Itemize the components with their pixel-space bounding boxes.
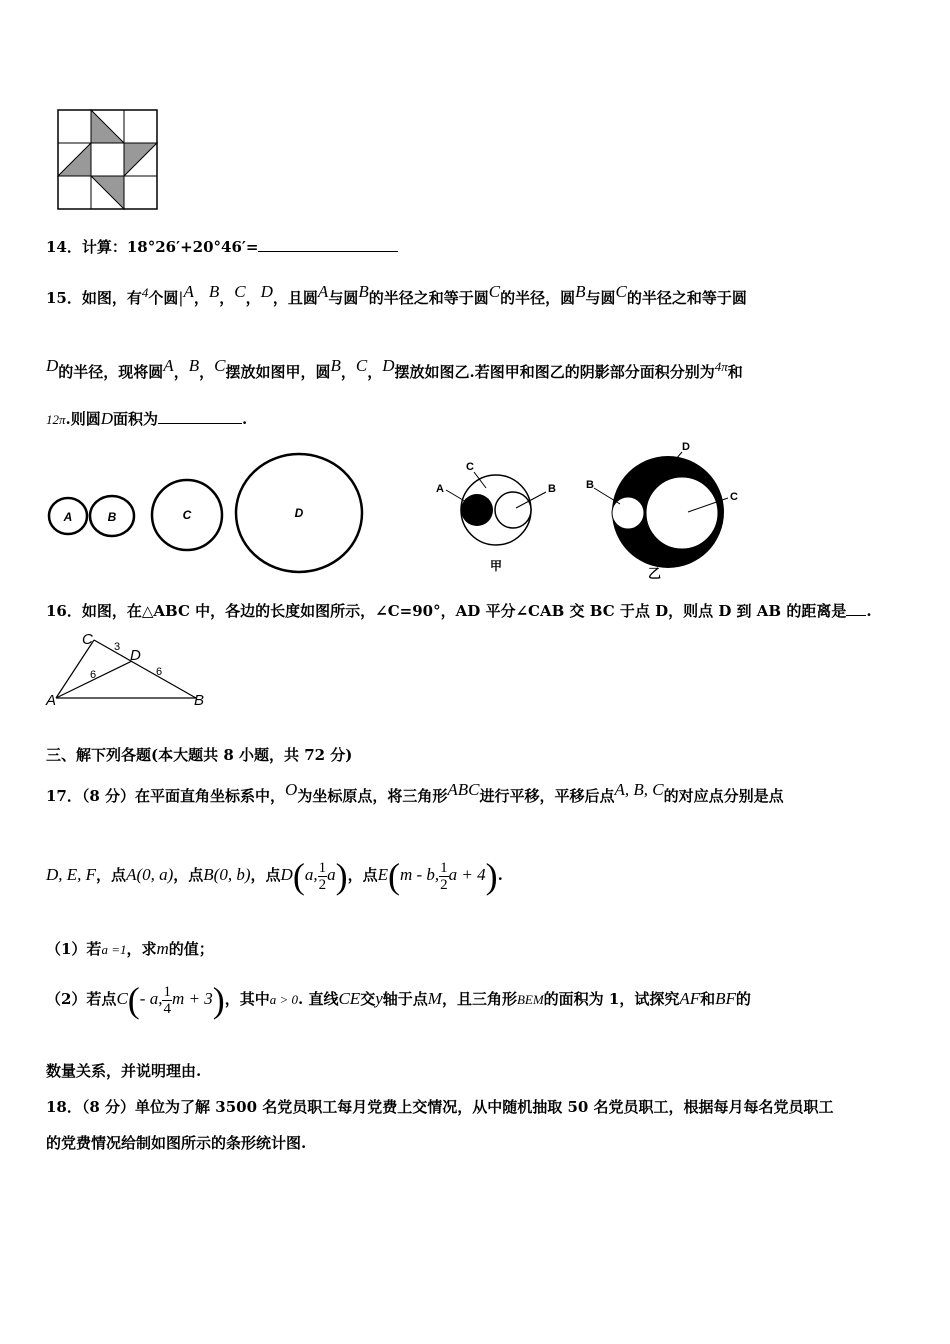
question-15-line-1: 15．如图，有$^4$个圆$|^A$，$^B$，$^C$，$^D$，且圆$^A$与圆$^B$的半径之和等于圆$^C$的半径，圆$^B$与圆$^C$的半径之和等于圆: [46, 282, 747, 307]
yi-label-c: C: [730, 491, 738, 503]
four-circles-figure: [44, 452, 374, 576]
circle-a-label: A: [63, 510, 73, 524]
jia-label-a: A: [436, 483, 444, 495]
question-18-line-2: 的党费情况给制如图所示的条形统计图.: [46, 1134, 307, 1152]
circle-d-label: D: [294, 506, 304, 520]
vertex-c-label: C: [82, 631, 93, 648]
jia-caption: 甲: [490, 559, 503, 573]
triangle-abc-figure: [44, 630, 214, 710]
question-15-line-2: $^D$的半径，现将圆$^A$，$^B$，$^C$摆放如图甲，圆$^B$，$^C$，$^D$摆放如图乙.若图甲和图乙的阴影部分面积分别为$^{4\pi}$和: [46, 356, 743, 381]
circle-c-label: C: [182, 508, 192, 522]
side-cd-length: 3: [114, 641, 121, 653]
yi-label-d: D: [682, 441, 690, 453]
pinwheel-grid-figure: [56, 108, 160, 212]
answer-blank[interactable]: [846, 601, 866, 616]
question-17-line-1: 17．（8 分）在平面直角坐标系中，$^O$为坐标原点，将三角形$^{ABC}$进行平移，平移后点$^{A, B, C}$的对应点分别是点: [46, 780, 784, 805]
question-17-line-2: D, E, F，点A(0, a)，点B(0, b)，点D(a, $\frac{1}{2}$ a)，点E(m - b, $\frac{1}{2}$ a + 4).: [46, 856, 503, 896]
answer-blank[interactable]: [258, 237, 398, 252]
point-d-label: D: [130, 647, 141, 664]
question-16: 16．如图，在△ABC 中，各边的长度如图所示，∠C=90°，AD 平分∠CAB 交 BC 于点 D，则点 D 到 AB 的距离是 .: [46, 602, 872, 620]
vertex-a-label: A: [46, 692, 57, 709]
jia-label-c: C: [466, 461, 474, 473]
side-ac-length: 6: [90, 669, 97, 681]
section-3-heading: 三、解下列各题(本大题共 8 小题，共 72 分): [46, 746, 353, 764]
side-db-length: 6: [156, 666, 163, 678]
question-17-part-1: （1）若a =1，求m的值；: [46, 939, 214, 958]
yi-caption: 乙: [648, 566, 662, 580]
question-17-part-2: （2）若点C(- a, $\frac{1}{4}$ m + 3)，其中a > 0. 直线CE交y轴于点M，且三角形BEM的面积为 1，试探究AF和BF的: [46, 980, 751, 1020]
question-14: 14．计算：18°26′+20°46′=: [46, 236, 398, 257]
question-17-part-2-line-2: 数量关系，并说明理由.: [46, 1062, 202, 1080]
figure-yi: [578, 440, 748, 580]
question-18-line-1: 18．（8 分）单位为了解 3500 名党员职工每月党费上交情况，从中随机抽取 50 名党员职工，根据每月每名党员职工: [46, 1098, 834, 1116]
vertex-b-label: B: [194, 692, 205, 709]
answer-blank[interactable]: [158, 409, 242, 424]
circle-b-label: B: [107, 510, 117, 524]
yi-label-b: B: [586, 479, 594, 491]
jia-label-b: B: [548, 483, 556, 495]
figure-jia: [428, 452, 568, 576]
question-15-line-3: 12π.则圆D面积为 .: [46, 409, 248, 428]
